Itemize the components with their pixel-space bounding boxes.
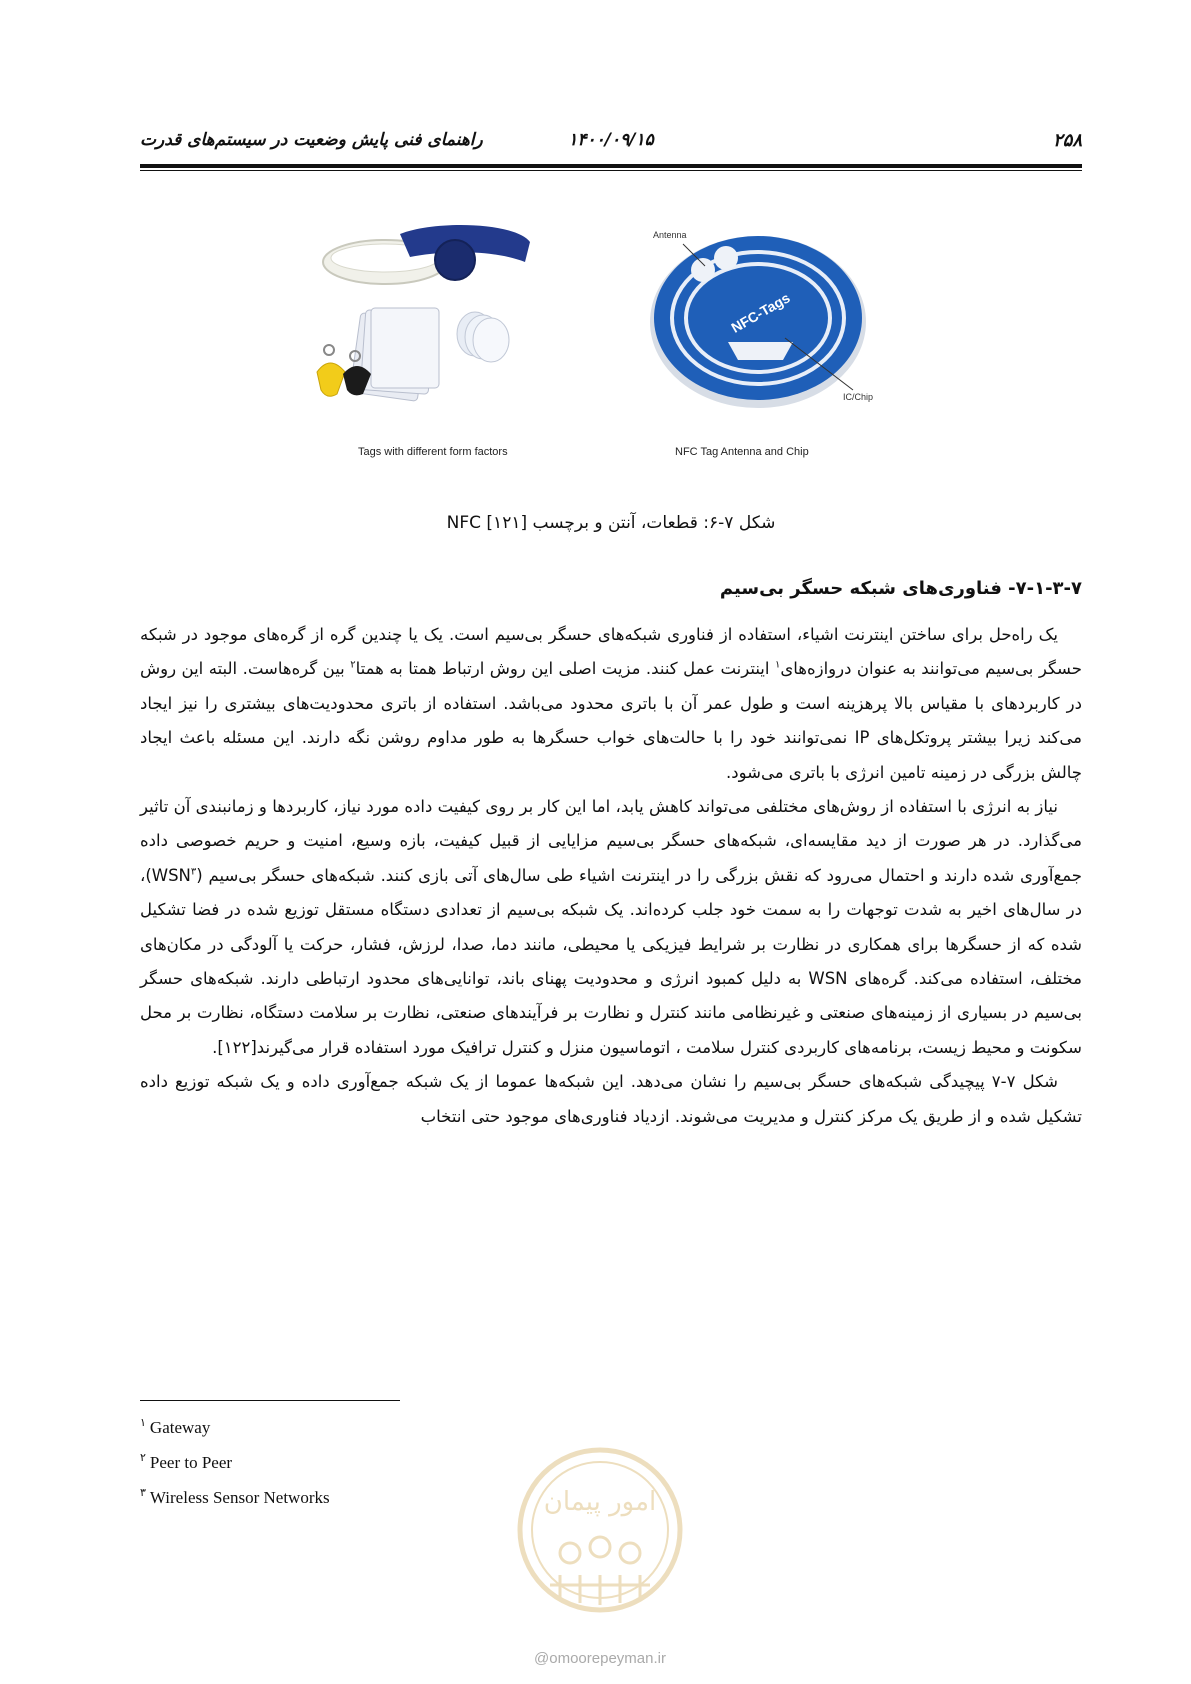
- footnotes: [140, 1418, 330, 1523]
- header-rule-thick: [140, 164, 1082, 168]
- nfc-tag-illustration: [633, 222, 893, 442]
- nfc-antenna-image: [633, 222, 893, 462]
- footnote-2-number: ۲: [140, 1452, 146, 1465]
- seal-logo-icon: [510, 1435, 690, 1635]
- section-heading: ۷-۱-۳-۷- فناوری‌های شبکه حسگر بی‌سیم: [719, 578, 1082, 599]
- page-number: ۲۵۸: [1052, 130, 1082, 151]
- paragraph-2-part-b: )، در سال‌های اخیر به شدت توجهات را به سمت خود جلب کرده‌اند. یک شبکه بی‌سیم از تعدادی دستگاه مستقل توزیع شده در فضا تشکیل شده که از حسگرها برای همکاری در نظارت بر شرایط فیزیکی یا محیطی، مانند دما، صدا، لرزش، فشار، حرکت یا آلودگی در مکان‌های مختلف، استفاده می‌کند. گره‌های WSN به دلیل کمبود انرژی و محدودیت پهنای باند، توانایی‌های محدود ارتباطی دارند. شبکه‌های حسگر بی‌سیم در بسیاری از زمینه‌های صنعتی و غیرنظامی مانند کنترل و نظارت بر فرآیندهای صنعتی، نظارت بر سلامت دستگاه، نظارت بر محل سکونت و محیط زیست، برنامه‌های کاربردی کنترل سلامت ، اتوماسیون منزل و کنترل ترافیک مورد استفاده قرار می‌گیرند[۱۲۲].: [140, 865, 1083, 1057]
- footnote-3: [140, 1488, 330, 1523]
- paragraph-1: [140, 618, 1082, 790]
- paragraph-1-part-a: یک راه‌حل برای ساختن اینترنت اشیاء، استفاده از فناوری شبکه‌های حسگر بی‌سیم است. یک یا چندین گره از گره‌های موجود در شبکه حسگر بی‌سیم می‌توانند به عنوان دروازه‌های: [140, 625, 1082, 679]
- nfc-tag-label: NFC-Tags: [728, 289, 793, 336]
- tags-illustration: [315, 222, 565, 442]
- paragraph-1-part-b: اینترنت عمل کنند. مزیت اصلی این روش ارتباط همتا به همتا: [355, 659, 775, 679]
- left-figure-caption: Tags with different form factors: [358, 446, 508, 458]
- right-figure-caption: NFC Tag Antenna and Chip: [675, 446, 809, 458]
- footnote-3-number: ۳: [140, 1487, 146, 1500]
- watermark-seal: [510, 1435, 690, 1635]
- svg-text:امور پیمان: امور پیمان: [543, 1487, 657, 1517]
- footnote-3-text: Wireless Sensor Networks: [149, 1488, 330, 1507]
- footnote-1-number: ۱: [140, 1417, 146, 1430]
- footnote-2: [140, 1453, 330, 1488]
- paragraph-1-part-c: بین گره‌هاست. البته این روش در کاربردهای با مقیاس بالا پرهزینه است و طول عمر آن با باتری محدود می‌باشد. استفاده از باتری محدودیت‌های بیشتری را نیز ایجاد می‌کند زیرا بیشتر پروتکل‌های IP نمی‌توانند خود را با حالت‌های خواب حسگرها به طور مداوم روشن نگه دارند. این مسئله باعث ایجاد چالش بزرگی در زمینه تامین انرژی با باتری می‌شود.: [140, 659, 1082, 782]
- footnote-1-text: Gateway: [149, 1418, 211, 1437]
- footnote-rule: [140, 1400, 400, 1401]
- book-title: راهنمای فنی پایش وضعیت در سیستم‌های قدرت: [140, 130, 483, 150]
- footnote-ref-2: ۲: [350, 659, 356, 671]
- footnote-2-text: Peer to Peer: [149, 1453, 233, 1472]
- paragraph-3: شکل ۷-۷ پیچیدگی شبکه‌های حسگر بی‌سیم را نشان می‌دهد. این شبکه‌ها عموما از یک شبکه جمع‌آوری داده و یک شبکه توزیع داده تشکیل شده و از طریق یک مرکز کنترل و مدیریت می‌شوند. ازدیاد فناوری‌های موجود حتی انتخاب: [140, 1072, 1082, 1126]
- header-date: ۱۴۰۰/۰۹/۱۵: [568, 130, 654, 150]
- tag-form-factors-image: [315, 222, 565, 462]
- footnote-ref-1: ۱: [774, 659, 781, 671]
- paragraph-2-part-a: نیاز به انرژی با استفاده از روش‌های مختلفی می‌تواند کاهش یابد، اما این کار بر روی کیفیت داده مورد نیاز، کاربردها و زمانبندی آن تاثیر می‌گذارد. در هر صورت از دید مقایسه‌ای، شبکه‌های حسگر بی‌سیم مزایایی از قبیل کیفیت، بازه وسیع، امنیت و حریم خصوصی داده جمع‌آوری شده دارند و احتمال می‌رود که نقش بزرگی را در اینترنت اشیاء طی سال‌های آتی بازی کنند. شبکه‌های حسگر بی‌سیم (WSN: [140, 797, 1082, 885]
- body-text: [140, 618, 1082, 1134]
- watermark-site: @omoorepeyman.ir: [534, 1650, 666, 1667]
- running-header: [140, 130, 1082, 160]
- nfc-figure: [315, 222, 895, 472]
- antenna-label: Antenna: [653, 230, 687, 240]
- paragraph-2: [140, 790, 1082, 1065]
- footnote-1: [140, 1418, 330, 1453]
- figure-caption: شکل ۷-۶: قطعات، آنتن و برچسب NFC [۱۲۱]: [446, 513, 776, 533]
- chip-label: IC/Chip: [843, 392, 874, 402]
- footnote-ref-3: ۳: [190, 866, 197, 878]
- header-rule-thin: [140, 170, 1082, 171]
